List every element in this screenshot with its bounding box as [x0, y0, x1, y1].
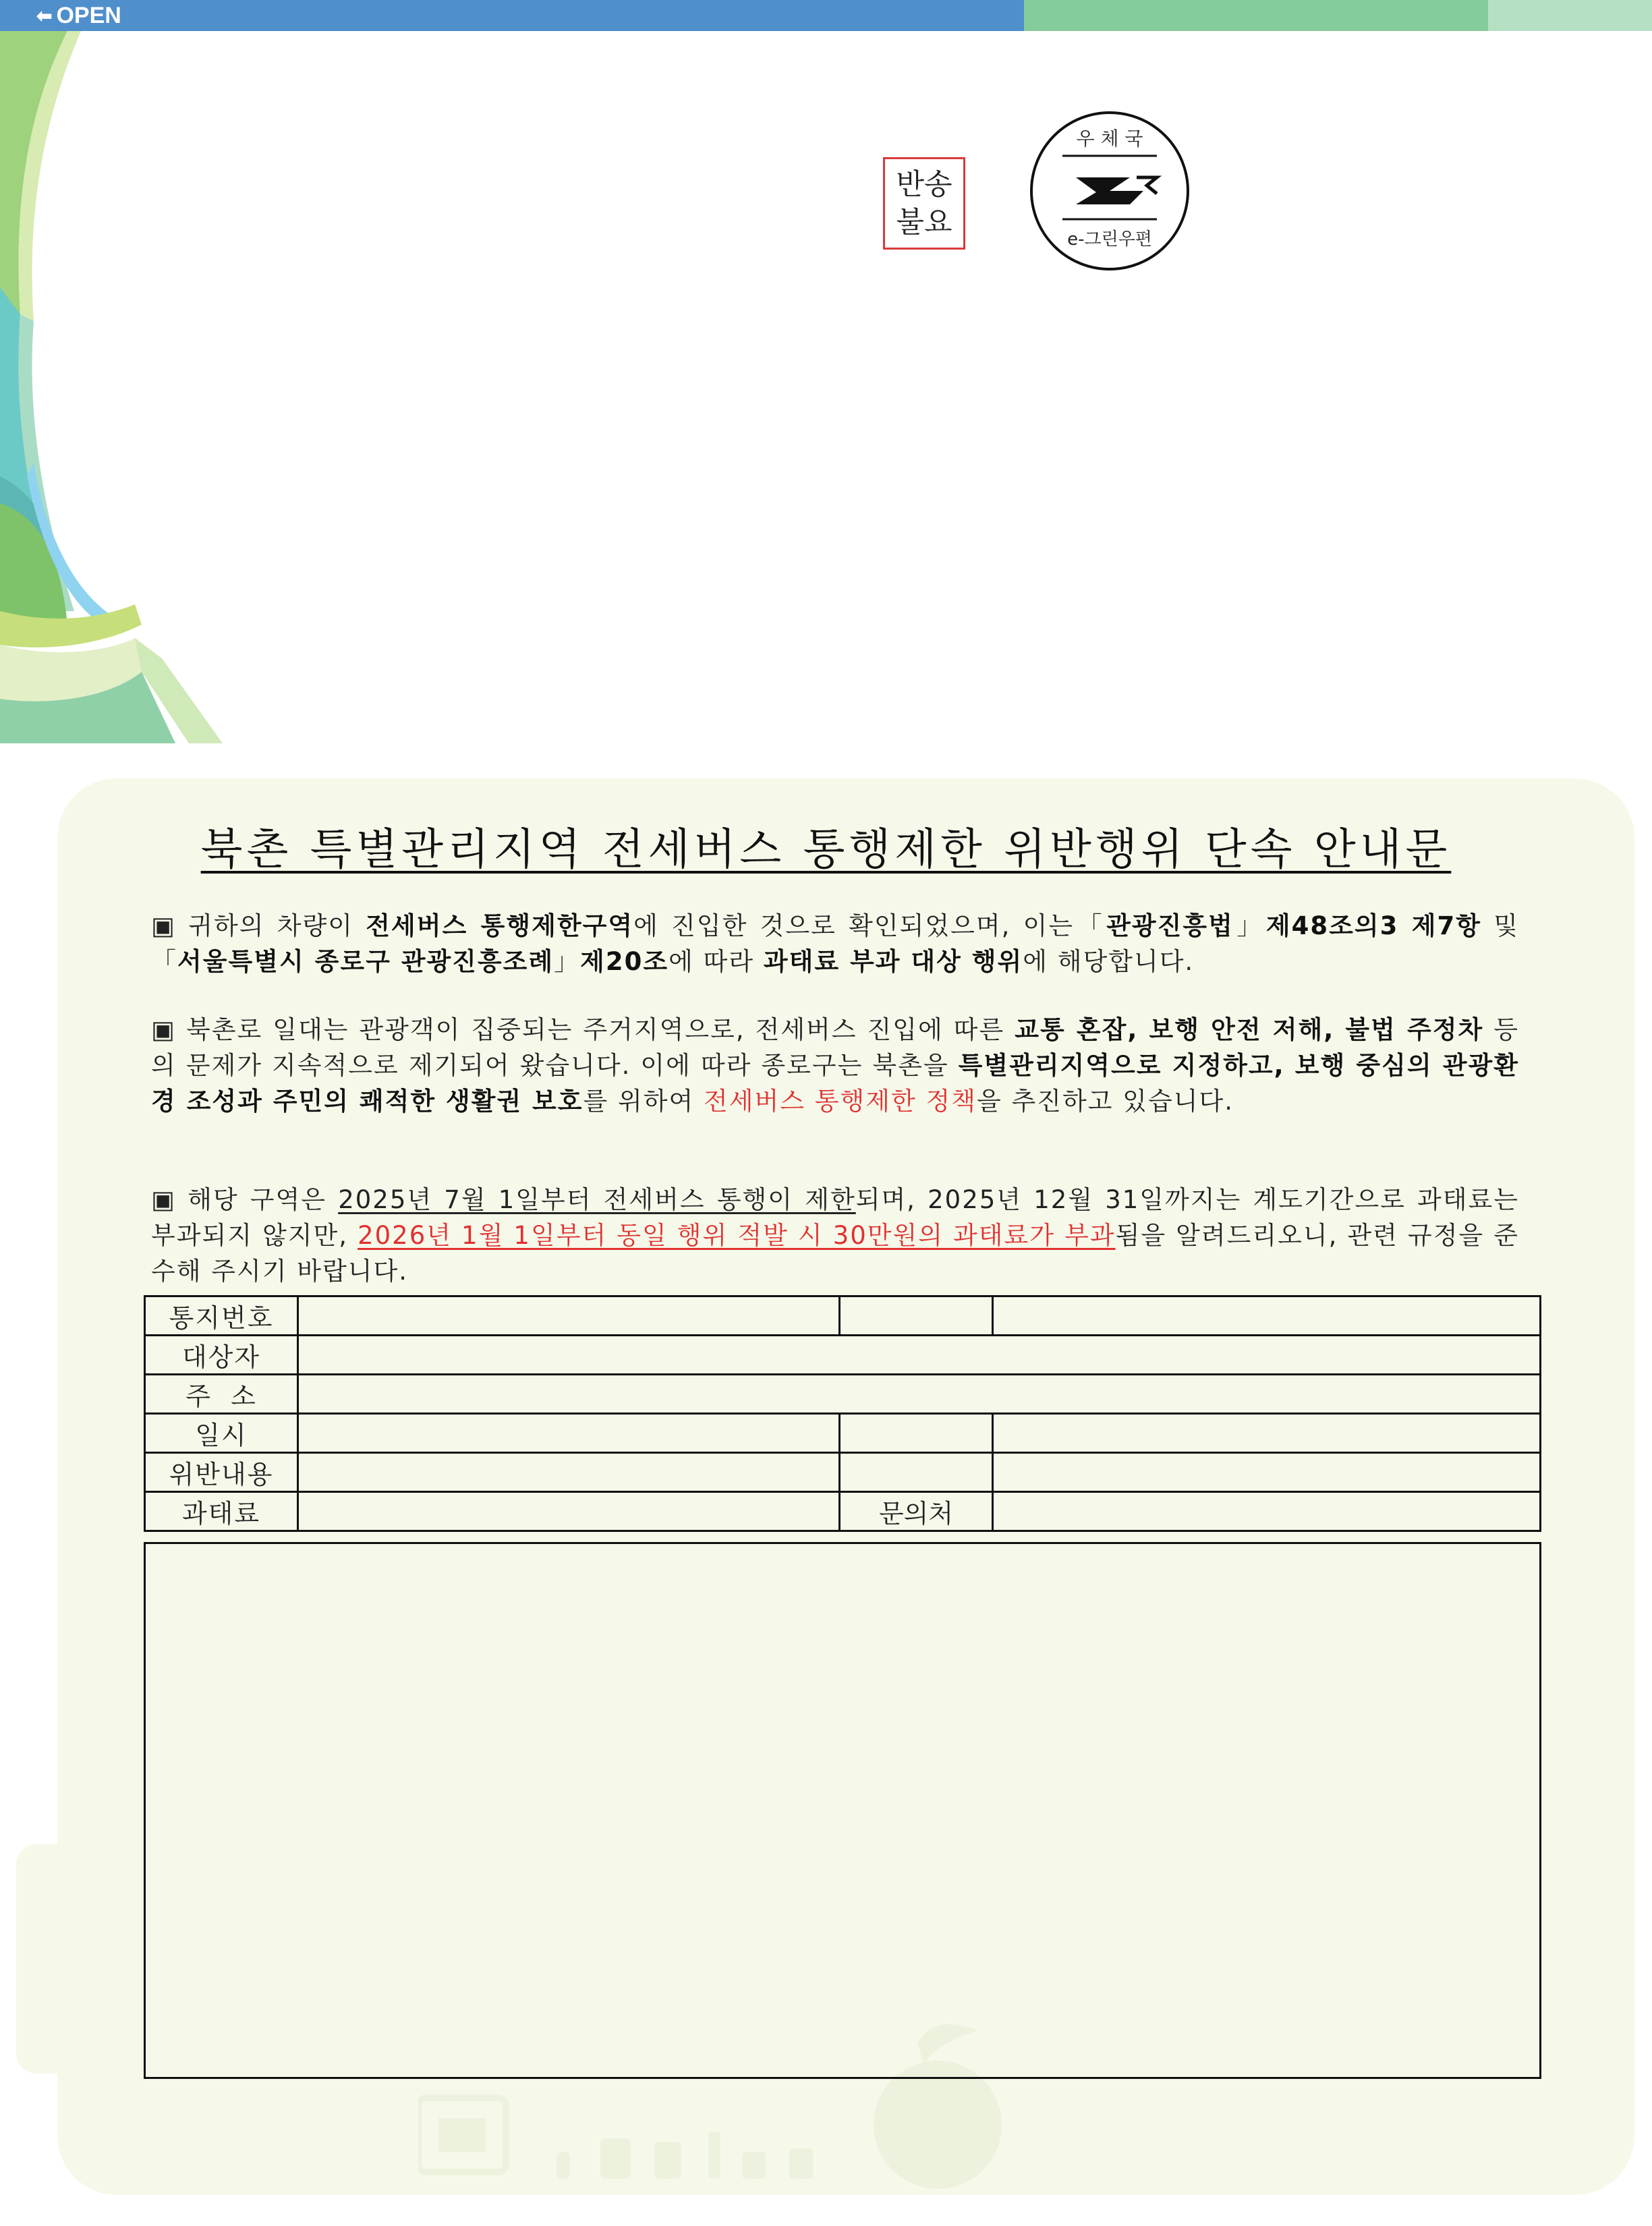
address-field[interactable]: [298, 1375, 1541, 1414]
violation-extra-field[interactable]: [840, 1453, 993, 1492]
p3-text-1: 해당 구역은: [175, 1185, 339, 1214]
panel-side-tab: [16, 1844, 63, 2074]
fine-field[interactable]: [298, 1492, 840, 1531]
p1-bold-6: 과태료 부과 대상 행위: [763, 947, 1023, 976]
p2-text-4: 을 추진하고 있습니다.: [977, 1087, 1234, 1116]
fine-label: 과태료: [145, 1492, 298, 1531]
table-row: [145, 1414, 1541, 1453]
p1-text-4: 및「: [151, 911, 1519, 976]
paragraph-2: [151, 1012, 1519, 1119]
paragraph-1: [151, 908, 1519, 979]
violation-label: 위반내용: [145, 1453, 298, 1492]
bullet-icon: ▣: [151, 911, 176, 940]
back-arrow-icon: ⬅: [36, 5, 53, 26]
p1-text-7: 에 해당합니다.: [1023, 947, 1195, 976]
bullet-icon: ▣: [151, 1015, 176, 1044]
p1-text-1: 귀하의 차량이: [175, 911, 366, 940]
top-bar: [0, 0, 1652, 31]
open-tab[interactable]: [36, 1, 121, 30]
paragraph-3: [151, 1182, 1519, 1289]
p1-text-5: 」: [554, 947, 581, 976]
p3-text-2: 되며, 2025년 12월 31일까지는 계도기간으로 과태료는 부과되지 않지만,: [151, 1185, 1520, 1250]
p2-text-3: 를 위하여: [583, 1087, 704, 1116]
notice-info-table: [144, 1295, 1541, 1532]
notice-number-extra-field[interactable]: [840, 1296, 993, 1336]
target-label: 대상자: [145, 1336, 298, 1375]
violation-extra-field-2[interactable]: [993, 1453, 1541, 1492]
datetime-extra-field-2[interactable]: [993, 1414, 1541, 1453]
address-label: 주 소: [145, 1375, 298, 1414]
violation-field[interactable]: [298, 1453, 840, 1492]
p1-text-2: 에 진입한 것으로 확인되었으며, 이는「: [633, 911, 1107, 940]
top-bar-green-segment: [1024, 0, 1488, 31]
p2-text-1: 북촌로 일대는 관광객이 집중되는 주거지역으로, 전세버스 진입에 따른: [175, 1015, 1015, 1044]
document-title-text: 북촌 특별관리지역 전세버스 통행제한 위반행위 단속 안내문: [200, 825, 1452, 875]
evidence-photo-area: [144, 1542, 1541, 2079]
datetime-label: 일시: [145, 1414, 298, 1453]
p3-red-underline-1: 2026년 1월 1일부터 동일 행위 적발 시 30만원의 과태료가 부과: [358, 1221, 1116, 1250]
stamp-line-2: 불요: [896, 205, 952, 239]
p3-text-3: 됨을 알려드리오니, 관련 규정을 준수해 주시기 바랍니다.: [151, 1221, 1519, 1286]
top-bar-light-segment: [1488, 0, 1652, 31]
target-field[interactable]: [298, 1336, 1541, 1375]
p2-red-1: 전세버스 통행제한 정책: [704, 1087, 977, 1116]
contact-field[interactable]: [993, 1492, 1541, 1531]
notice-number-extra-field-2[interactable]: [993, 1296, 1541, 1336]
table-row: [145, 1453, 1541, 1492]
p1-bold-4: 서울특별시 종로구 관광진흥조례: [177, 947, 554, 976]
top-bar-blue-segment: [0, 0, 1024, 31]
datetime-extra-field[interactable]: [840, 1414, 993, 1453]
table-row: [145, 1375, 1541, 1414]
notice-number-label: 통지번호: [145, 1296, 298, 1336]
contact-label: 문의처: [840, 1492, 993, 1531]
p1-bold-2: 관광진흥법: [1106, 911, 1234, 940]
stamp-line-1: 반송: [896, 167, 952, 202]
p1-bold-1: 전세버스 통행제한구역: [366, 911, 634, 940]
bullet-icon: ▣: [151, 1185, 176, 1214]
document-title: [0, 815, 1652, 877]
datetime-field[interactable]: [298, 1414, 840, 1453]
notice-number-field[interactable]: [298, 1296, 840, 1336]
p3-underline-1: 2025년 7월 1일부터 전세버스 통행이 제한: [338, 1185, 856, 1214]
p2-text-2: 등의 문제가 지속적으로 제기되어 왔습니다. 이에 따라 종로구는 북촌을: [151, 1015, 1519, 1080]
p2-bold-1: 교통 혼잡, 보행 안전 저해, 불법 주정차: [1015, 1015, 1484, 1044]
decorative-arcs: [0, 31, 229, 743]
postmark-bottom-text: e-그린우편: [1067, 229, 1152, 250]
p1-text-3: 」: [1233, 911, 1266, 940]
p1-bold-3: 제48조의3 제7항: [1265, 911, 1481, 940]
return-not-required-stamp: [883, 157, 965, 250]
p2-bold-2: 특별관리지역으로 지정하고, 보행 중심의 관광환경 조성과 주민의 쾌적한 생활권 보호: [151, 1051, 1519, 1116]
post-office-postmark: [1029, 110, 1191, 272]
table-row: [145, 1336, 1541, 1375]
open-label: OPEN: [56, 2, 121, 28]
table-row: [145, 1492, 1541, 1531]
table-row: [145, 1296, 1541, 1336]
p1-text-6: 에 따라: [668, 947, 764, 976]
p1-bold-5: 제20조: [580, 947, 669, 976]
postmark-top-text: 우 체 국: [1076, 127, 1143, 150]
